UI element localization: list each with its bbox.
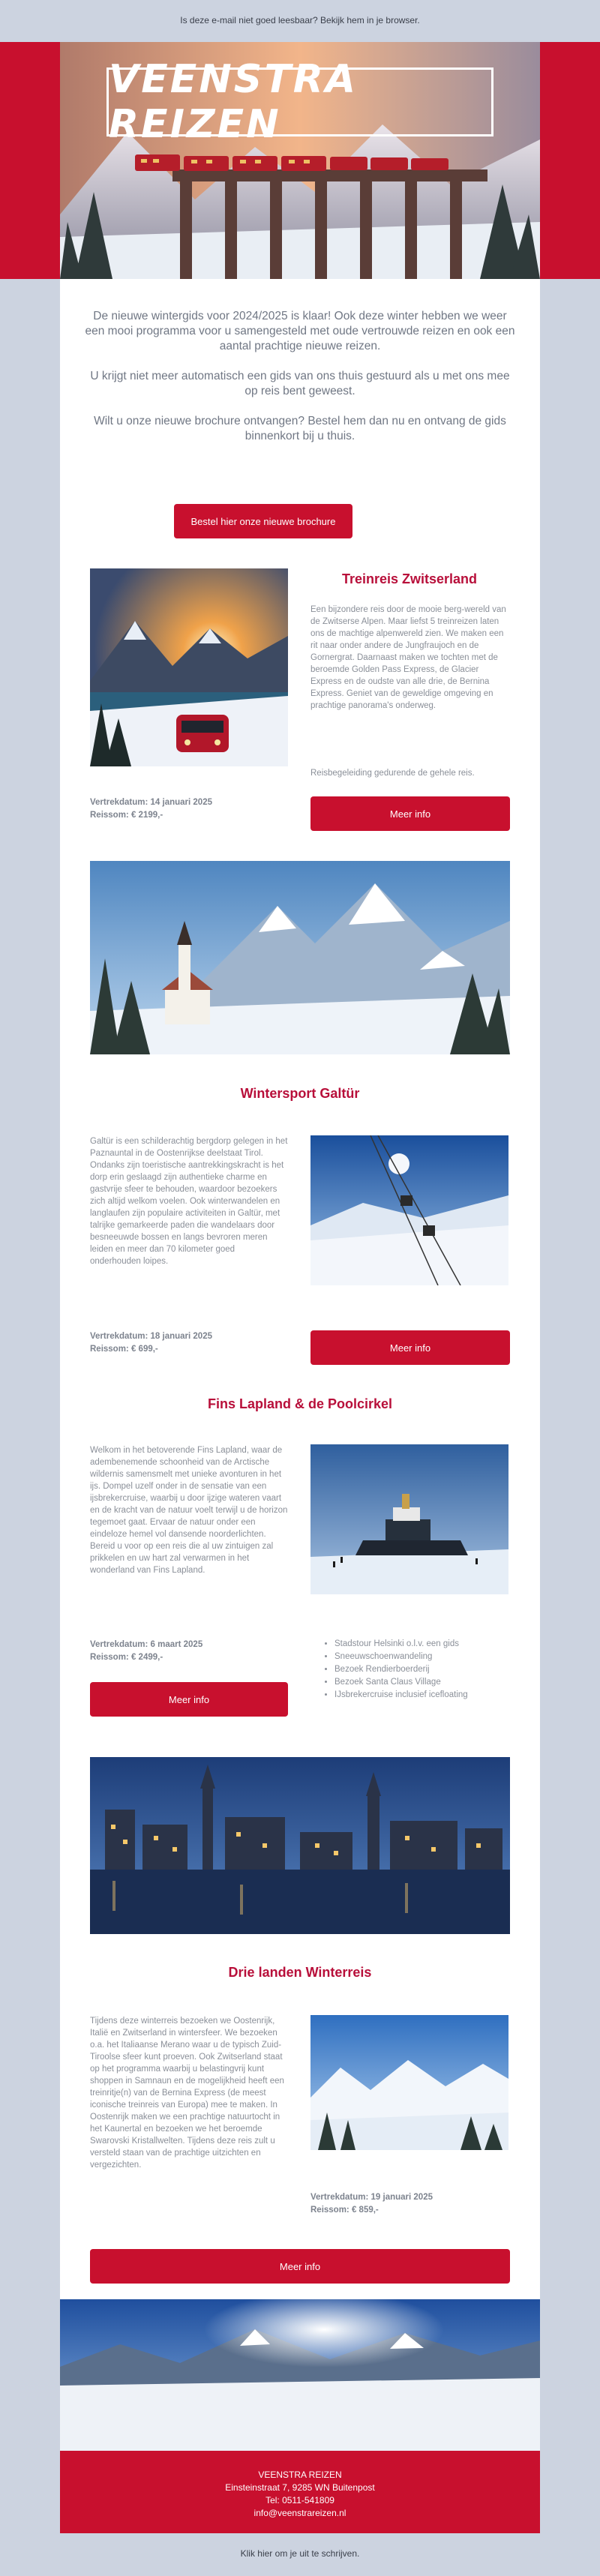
footer-address: Einsteinstraat 7, 9285 WN Buitenpost bbox=[225, 2482, 375, 2493]
trip3-image bbox=[310, 1444, 508, 1594]
icebreaker-ship-illustration bbox=[310, 1444, 508, 1594]
trip4-departure-date: Vertrekdatum: 19 januari 2025 bbox=[310, 2193, 433, 2202]
trip1-more-info-button[interactable]: Meer info bbox=[310, 796, 510, 831]
winter-city-image bbox=[90, 1757, 510, 1934]
trip3-price: Reissom: € 2499,- bbox=[90, 1653, 164, 1662]
trip1-title: Treinreis Zwitserland bbox=[341, 571, 478, 586]
trip2-price: Reissom: € 699,- bbox=[90, 1345, 158, 1354]
list-item: • Stadstour Helsinki o.l.v. een gids bbox=[334, 1638, 510, 1651]
trip4-image bbox=[310, 2015, 508, 2150]
footer-email-link[interactable]: info@veenstrareizen.nl bbox=[254, 2508, 346, 2518]
snowy-field-sun-illustration bbox=[60, 2299, 540, 2451]
trip4-description: Tijdens deze winterreis bezoeken we Oostenrijk, Italië en Zwitserland in wintersfeer. We bezoeken o.a. het Italiaanse Merano waar u de typisch Zuid-Tiroolse sfeer kunt proeven. Ook Zwitserland staat op het programma waarbij u belastingvrij kunt shoppen in Samnaun en de mogelijkheid heeft een treinritje(n) van de Bernina Express (de meest iconische treinreis van Europa) mee te maken. In Oostenrijk maken we een prachtige natuurtocht in het Kaunertal en bezoeken we het beroemde Swarovski Kristallwelten. Tijdens deze reis zult u versteld staan van de prachtige uitzichten en vergezichten. bbox=[90, 2017, 284, 2170]
winter-village-image bbox=[90, 861, 510, 1054]
ski-lift-slope-illustration bbox=[310, 1135, 508, 1285]
list-item: • IJsbrekercruise inclusief icefloating bbox=[334, 1689, 510, 1702]
trip4-price: Reissom: € 859,- bbox=[310, 2206, 379, 2215]
trip2-title: Wintersport Galtür bbox=[240, 1086, 360, 1101]
trip2-image bbox=[310, 1135, 508, 1285]
intro-paragraph-2: U krijgt niet meer automatisch een gids van ons thuis gestuurd als u met ons mee op reis bent geweest. bbox=[90, 370, 510, 397]
logo bbox=[106, 57, 494, 147]
alpine-valley-illustration bbox=[310, 2015, 508, 2150]
trip2-departure-date: Vertrekdatum: 18 januari 2025 bbox=[90, 1332, 212, 1341]
intro-text bbox=[82, 309, 518, 459]
unsubscribe-link[interactable]: Klik hier om je uit te schrijven. bbox=[240, 2548, 360, 2559]
trip4-title: Drie landen Winterreis bbox=[228, 1965, 372, 1980]
trip3-more-info-button[interactable]: Meer info bbox=[90, 1682, 288, 1717]
list-item: • Sneeuwschoenwandeling bbox=[334, 1651, 510, 1663]
intro-paragraph-1: De nieuwe wintergids voor 2024/2025 is klaar! Ook deze winter hebben we weer een mooi programma voor u samengesteld met oude vertrouwde reizen en ook een aantal prachtige nieuwe reizen. bbox=[85, 310, 515, 352]
list-item: • Bezoek Rendierboerderij bbox=[334, 1663, 510, 1676]
list-item: • Bezoek Santa Claus Village bbox=[334, 1676, 510, 1689]
footer bbox=[60, 2451, 540, 2533]
trip1-departure-date: Vertrekdatum: 14 januari 2025 bbox=[90, 798, 212, 807]
order-brochure-button[interactable]: Bestel hier onze nieuwe brochure bbox=[174, 504, 352, 538]
logo-text: VEENSTRA REIZEN bbox=[109, 57, 358, 147]
trip3-departure-date: Vertrekdatum: 6 maart 2025 bbox=[90, 1640, 203, 1649]
trip1-image bbox=[90, 568, 288, 766]
trip3-title: Fins Lapland & de Poolcirkel bbox=[207, 1396, 393, 1411]
trip1-note: Reisbegeleiding gedurende de gehele reis. bbox=[310, 769, 475, 778]
trip2-description: Galtür is een schilderachtig bergdorp gelegen in het Paznauntal in de Oostenrijkse deelstaat Tirol. Ondanks zijn toeristische aantrekkingskracht is het dorp erin geslaagd zijn authentieke charme en gastvrije sfeer te behouden, waardoor bezoekers zich altijd welkom voelen. Ook winterwandelen en langlaufen zijn populaire activiteiten in Galtür, met talrijke gemarkeerde paden die wandelaars door besneeuwde bossen en langs bevroren meren leiden en meer dan 70 kilometer goed onderhouden loipes. bbox=[90, 1137, 288, 1266]
swiss-train-sunset-illustration bbox=[90, 568, 288, 766]
trip3-description: Welkom in het betoverende Fins Lapland, waar de adembenemende schoonheid van de Arctische wildernis samensmelt met unieke avonturen in het ijs. Dompel uzelf onder in de sensatie van een ijsbrekercruise, waarbij u door ijzige wateren vaart en de kracht van de natuur voelt terwijl u de horizon tegemoet gaat. Ervaar de natuur onder een eindeloze hemel vol dansende noorderlichten. Bereid u voor op een reis die al uw zintuigen zal prikkelen en uw hart zal verwarmen in het wonderland van Fins Lapland. bbox=[90, 1446, 288, 1575]
trip1-price: Reissom: € 2199,- bbox=[90, 811, 164, 820]
trip2-more-info-button[interactable]: Meer info bbox=[310, 1330, 510, 1365]
trip3-highlights-list bbox=[322, 1638, 510, 1702]
intro-paragraph-3: Wilt u onze nieuwe brochure ontvangen? Bestel hem dan nu en ontvang de gids binnenkort bij u thuis. bbox=[94, 415, 506, 442]
browser-view-note[interactable]: Is deze e-mail niet goed leesbaar? Bekijk hem in je browser. bbox=[180, 15, 420, 25]
snowy-city-night-illustration bbox=[90, 1757, 510, 1934]
footer-snow-image bbox=[60, 2299, 540, 2451]
hero-image bbox=[60, 42, 540, 279]
footer-company-name: VEENSTRA REIZEN bbox=[258, 2470, 342, 2480]
snowy-church-mountains-illustration bbox=[90, 861, 510, 1054]
trip1-description: Een bijzondere reis door de mooie berg-wereld van de Zwitserse Alpen. Maar liefst 5 treinreizen laten ons de machtige alpenwereld zien. We maken een rit naar onder andere de Jungfraujoch en de Gornergrat. Daarnaast maken we tochten met de beroemde Golden Pass Express, de Glacier Express en de oudste van alle drie, de Bernina Express. Geniet van de geweldige omgeving en prachtige panorama's onderweg. bbox=[310, 605, 506, 710]
trip4-more-info-button[interactable]: Meer info bbox=[90, 2249, 510, 2284]
footer-phone[interactable]: Tel: 0511-541809 bbox=[266, 2495, 334, 2506]
